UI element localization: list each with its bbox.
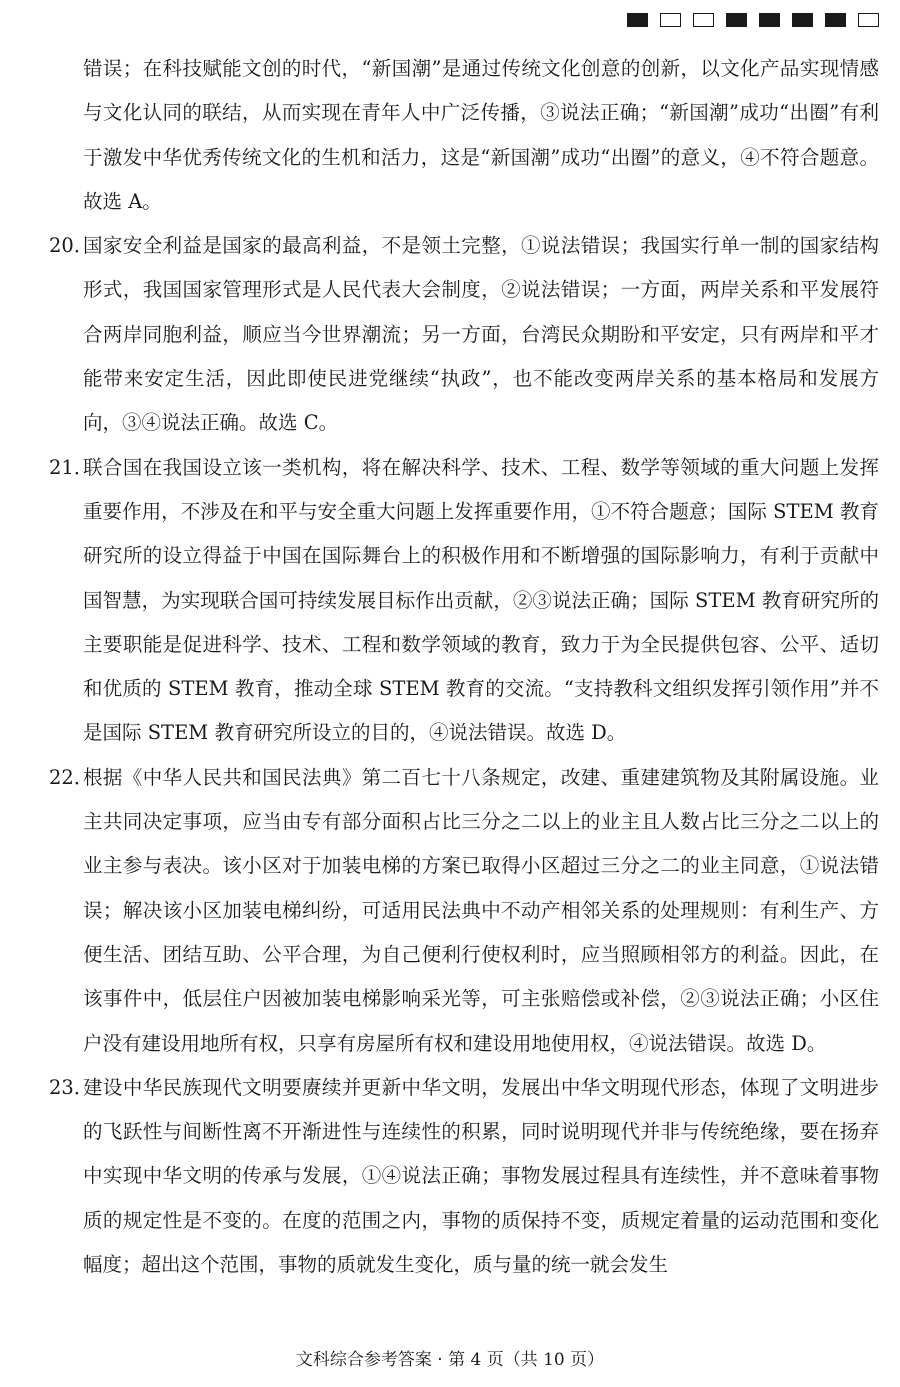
filled-square-mark: [792, 13, 813, 27]
continuation-paragraph: 错误；在科技赋能文创的时代，“新国潮”是通过传统文化创意的创新，以文化产品实现情感与文化认同的联结，从而实现在青年人中广泛传播，③说法正确；“新国潮”成功“出圈”有利于激发中华优秀传统文化的生机和活力，这是“新国潮”成功“出圈”的意义，④不符合题意。故选 A。: [83, 57, 879, 213]
answer-text: 国家安全利益是国家的最高利益，不是领土完整，①说法错误；我国实行单一制的国家结构形式，我国国家管理形式是人民代表大会制度，②说法错误；一方面，两岸关系和平发展符合两岸同胞利益，顺应当今世界潮流；另一方面，台湾民众期盼和平安定，只有两岸和平才能带来安定生活，因此即使民进党继续“执政”，也不能改变两岸关系的基本格局和发展方向，③④说法正确。故选 C。: [83, 234, 879, 435]
empty-square-mark: [693, 13, 714, 27]
filled-square-mark: [627, 13, 648, 27]
page-footer: 文科综合参考答案 · 第 4 页（共 10 页）: [295, 1350, 605, 1370]
answer-text: 联合国在我国设立该一类机构，将在解决科学、技术、工程、数学等领域的重大问题上发挥重要作用，不涉及在和平与安全重大问题上发挥重要作用，①不符合题意；国际 STEM 教育研究所的设立得益于中国在国际舞台上的积极作用和不断增强的国际影响力，有利于贡献中国智慧，为实现联合国可持续发展目标作出贡献，②③说法正确；国际 STEM 教育研究所的主要职能是促进科学、技术、工程和数学领域的教育，致力于为全民提供包容、公平、适切和优质的 STEM 教育，推动全球 STEM 教育的交流。“支持教科文组织发挥引领作用”并不是国际 STEM 教育研究所设立的目的，④说法错误。故选 D。: [83, 455, 879, 745]
answer-item: [49, 756, 879, 1066]
answer-item: [49, 446, 879, 756]
answer-number: 20．: [49, 234, 94, 258]
answer-number: 23．: [49, 1075, 94, 1099]
answer-item: [49, 1066, 879, 1287]
header-marks: [627, 13, 879, 27]
answer-text: 建设中华民族现代文明要赓续并更新中华文明，发展出中华文明现代形态，体现了文明进步的飞跃性与间断性离不开渐进性与连续性的积累，同时说明现代并非与传统绝缘，要在扬弃中实现中华文明的传承与发展，①④说法正确；事物发展过程具有连续性，并不意味着事物质的规定性是不变的。在度的范围之内，事物的质保持不变，质规定着量的运动范围和变化幅度；超出这个范围，事物的质就发生变化，质与量的统一就会发生: [83, 1075, 879, 1277]
filled-square-mark: [726, 13, 747, 27]
answer-number: 22．: [49, 765, 94, 789]
answer-content: [49, 47, 879, 1287]
filled-square-mark: [825, 13, 846, 27]
answer-number: 21．: [49, 455, 94, 479]
answer-text: 根据《中华人民共和国民法典》第二百七十八条规定，改建、重建建筑物及其附属设施。业主共同决定事项，应当由专有部分面积占比三分之二以上的业主且人数占比三分之二以上的业主参与表决。该小区对于加装电梯的方案已取得小区超过三分之二的业主同意，①说法错误；解决该小区加装电梯纠纷，可适用民法典中不动产相邻关系的处理规则：有利生产、方便生活、团结互助、公平合理，为自己便利行使权利时，应当照顾相邻方的利益。因此，在该事件中，低层住户因被加装电梯影响采光等，可主张赔偿或补偿，②③说法正确；小区住户没有建设用地所有权，只享有房屋所有权和建设用地使用权，④说法错误。故选 D。: [83, 765, 879, 1055]
filled-square-mark: [759, 13, 780, 27]
answer-item: [49, 224, 879, 445]
empty-square-mark: [858, 13, 879, 27]
answer-items: [49, 224, 879, 1287]
empty-square-mark: [660, 13, 681, 27]
